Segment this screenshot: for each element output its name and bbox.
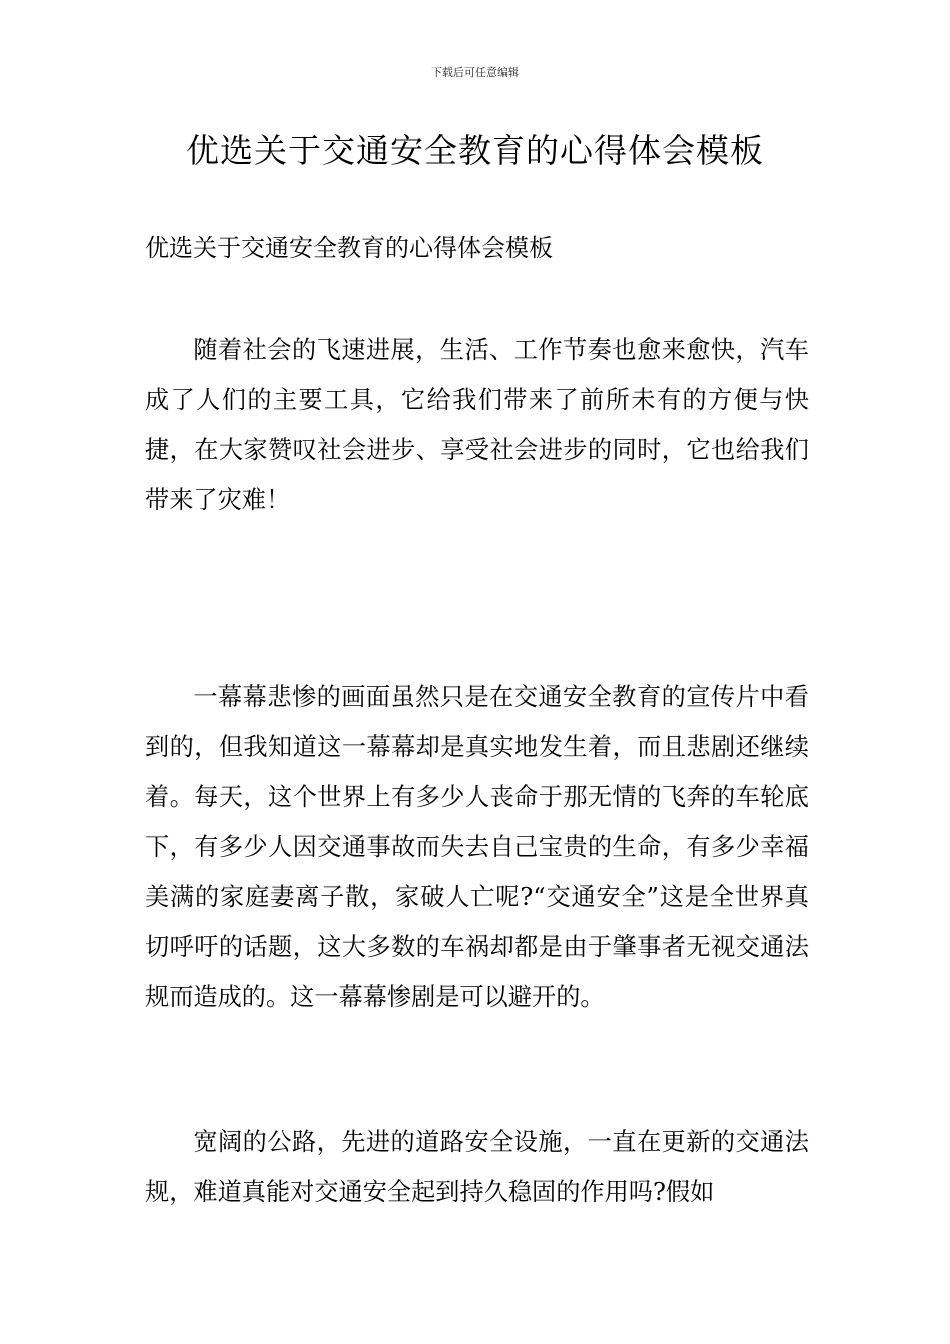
paragraph: 一幕幕悲惨的画面虽然只是在交通安全教育的宣传片中看到的，但我知道这一幕幕却是真实地发生着，而且悲剧还继续着。每天，这个世界上有多少人丧命于那无情的飞奔的车轮底下，有多少人因交通事故而失去自己宝贵的生命，有多少幸福美满的家庭妻离子散，家破人亡呢?“交通安全”这是全世界真切呼吁的话题，这大多数的车祸却都是由于肇事者无视交通法规而造成的。这一幕幕惨剧是可以避开的。 bbox=[145, 683, 809, 1011]
document-title: 优选关于交通安全教育的心得体会模板 bbox=[186, 131, 764, 170]
paragraph: 随着社会的飞速进展，生活、工作节奏也愈来愈快，汽车成了人们的主要工具，它给我们带来了前所未有的方便与快捷，在大家赞叹社会进步、享受社会进步的同时，它也给我们带来了灾难！ bbox=[145, 336, 809, 514]
document-subtitle: 优选关于交通安全教育的心得体会模板 bbox=[145, 234, 553, 262]
paragraph: 宽阔的公路，先进的道路安全设施，一直在更新的交通法规，难道真能对交通安全起到持久稳固的作用吗?假如 bbox=[145, 1128, 809, 1206]
header-note: 下载后可任意编辑 bbox=[431, 66, 519, 79]
